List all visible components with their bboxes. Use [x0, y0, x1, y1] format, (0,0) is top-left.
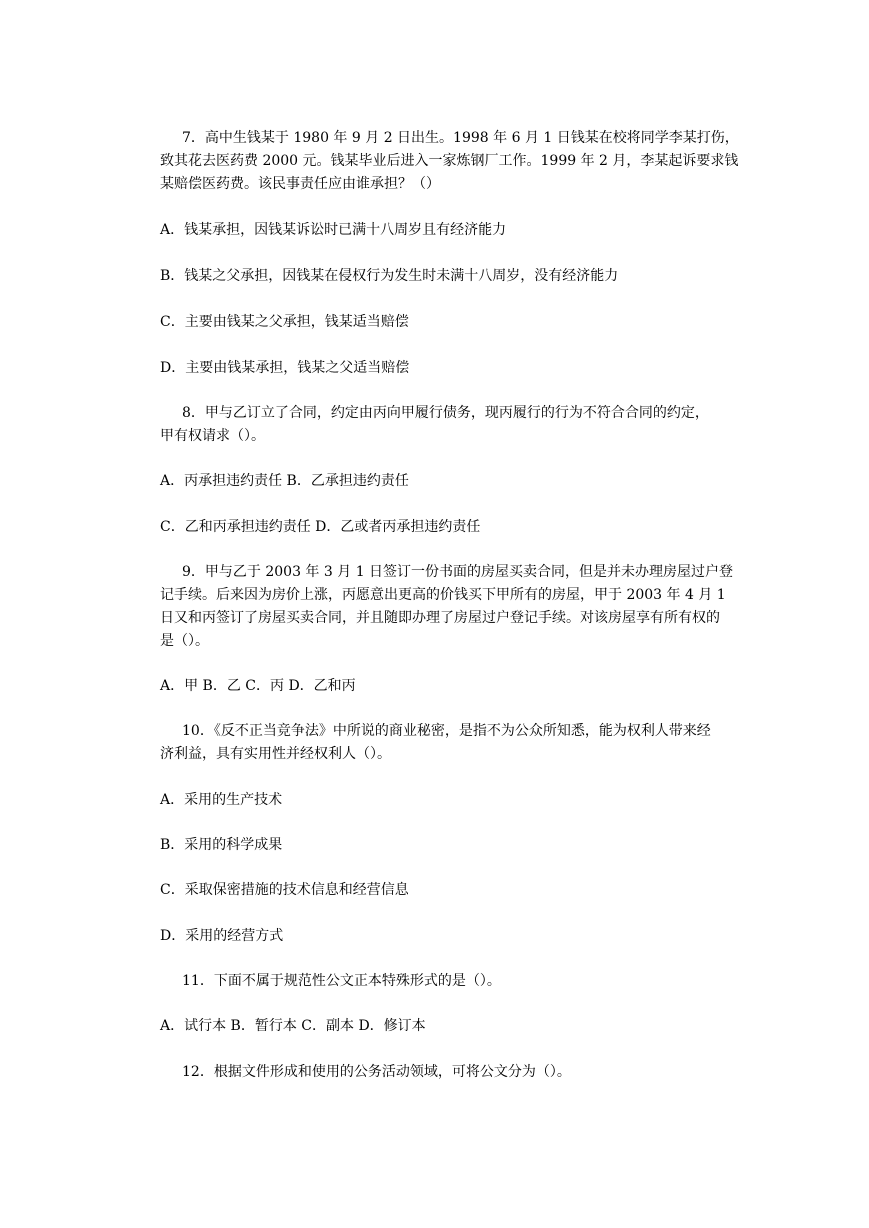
answer-option: B．钱某之父承担，因钱某在侵权行为发生时未满十八周岁，没有经济能力 [160, 268, 619, 284]
answer-option: A．甲 B．乙 C．丙 D．乙和丙 [160, 678, 356, 694]
question-stem-line: 12．根据文件形成和使用的公务活动领域，可将公文分为（）。 [182, 1064, 571, 1080]
question-stem-line: 日又和丙签订了房屋买卖合同，并且随即办理了房屋过户登记手续。对该房屋享有所有权的 [160, 610, 720, 626]
question-stem-line: 11．下面不属于规范性公文正本特殊形式的是（）。 [182, 973, 501, 989]
answer-option: D．主要由钱某承担，钱某之父适当赔偿 [160, 360, 410, 376]
question-stem-line: 某赔偿医药费。该民事责任应由谁承担？（） [160, 176, 440, 192]
answer-option: C．乙和丙承担违约责任 D．乙或者丙承担违约责任 [160, 519, 481, 535]
question-stem-line: 致其花去医药费 2000 元。钱某毕业后进入一家炼钢厂工作。1999 年 2 月，李某起诉要求钱 [160, 153, 739, 169]
answer-option: D．采用的经营方式 [160, 928, 284, 944]
question-stem-line: 是（）。 [160, 633, 209, 649]
question-stem-line: 10．《反不正当竞争法》中所说的商业秘密，是指不为公众所知悉，能为权利人带来经 [182, 723, 711, 739]
answer-option: A．丙承担违约责任 B．乙承担违约责任 [160, 473, 409, 489]
answer-option: A．试行本 B．暂行本 C．副本 D．修订本 [160, 1018, 426, 1034]
question-stem-line: 记手续。后来因为房价上涨，丙愿意出更高的价钱买下甲所有的房屋，甲于 2003 年 4 月 1 [160, 587, 726, 603]
answer-option: A．采用的生产技术 [160, 792, 283, 808]
answer-option: C．主要由钱某之父承担，钱某适当赔偿 [160, 314, 409, 330]
answer-option: B．采用的科学成果 [160, 837, 283, 853]
question-stem-line: 8．甲与乙订立了合同，约定由丙向甲履行债务，现丙履行的行为不符合合同的约定， [182, 405, 709, 421]
question-stem-line: 甲有权请求（）。 [160, 428, 265, 444]
answer-option: C．采取保密措施的技术信息和经营信息 [160, 882, 409, 898]
question-stem-line: 7．高中生钱某于 1980 年 9 月 2 日出生。1998 年 6 月 1 日钱某在校将同学李某打伤， [182, 130, 739, 146]
question-stem-line: 9．甲与乙于 2003 年 3 月 1 日签订一份书面的房屋买卖合同，但是并未办理房屋过户登 [182, 564, 734, 580]
question-stem-line: 济利益，具有实用性并经权利人（）。 [160, 746, 391, 762]
answer-option: A．钱某承担，因钱某诉讼时已满十八周岁且有经济能力 [160, 222, 507, 238]
